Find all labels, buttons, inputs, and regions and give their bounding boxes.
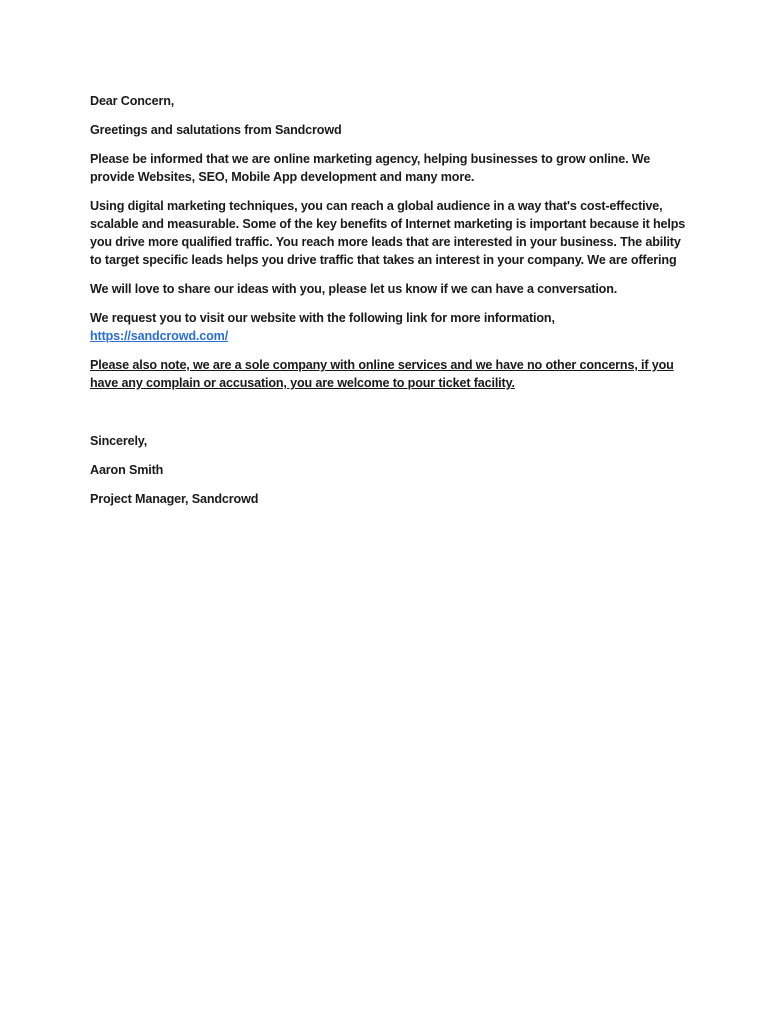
conversation-paragraph: We will love to share our ideas with you, please let us know if we can have a conversation. (90, 282, 618, 296)
benefits-paragraph: Using digital marketing techniques, you can reach a global audience in a way that's cost-effective, scalable and measurable. Some of the key benefits of Internet marketing is important because it helps you drive more qualified traffic. You reach more leads that are interested in your business. The ability to target specific leads helps you drive traffic that takes an interest in your company. We are offering (90, 199, 686, 267)
letter-body (90, 92, 690, 519)
intro-paragraph: Please be informed that we are online marketing agency, helping businesses to grow online. We provide Websites, SEO, Mobile App development and many more. (90, 152, 651, 184)
greeting-line: Greetings and salutations from Sandcrowd (90, 123, 342, 137)
salutation: Dear Concern, (90, 94, 175, 108)
notice-paragraph: Please also note, we are a sole company with online services and we have no other concerns, if you have any complain or accusation, you are welcome to pour ticket facility. (90, 358, 674, 390)
signer-title: Project Manager, Sandcrowd (90, 492, 259, 506)
signer-name: Aaron Smith (90, 463, 164, 477)
website-link[interactable]: https://sandcrowd.com/ (90, 329, 229, 343)
website-request-text: We request you to visit our website with the following link for more information, (90, 311, 555, 325)
website-paragraph (90, 309, 690, 345)
closing: Sincerely, (90, 434, 148, 448)
spacer (90, 403, 690, 432)
